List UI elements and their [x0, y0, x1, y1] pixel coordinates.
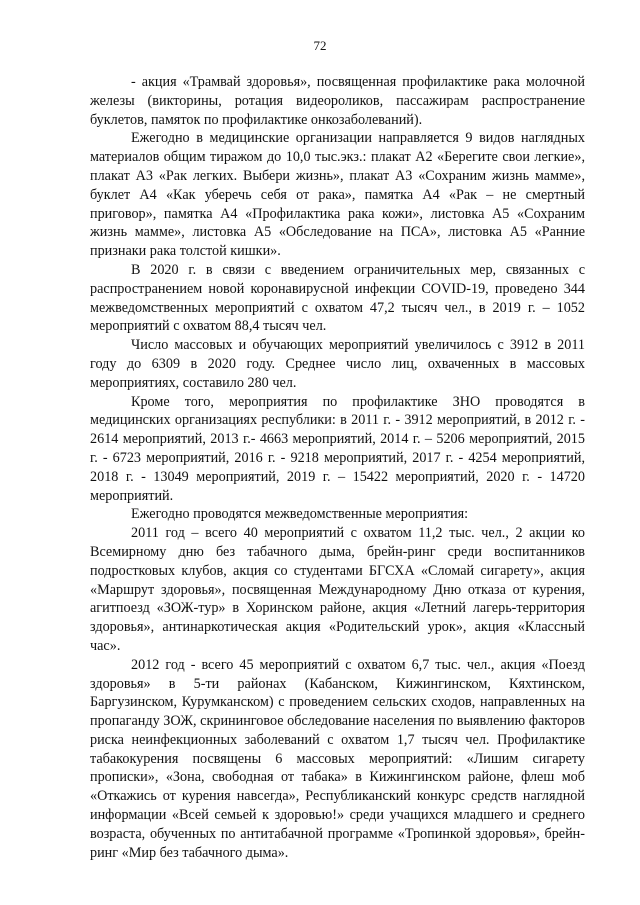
- paragraph-mass-events: Число массовых и обучающих мероприятий увеличилось с 3912 в 2011 году до 6309 в 2020 году. Среднее число лиц, охваченных в массовых мероприятиях, составило 280 чел.: [90, 337, 585, 391]
- paragraph-tram-action: - акция «Трамвай здоровья», посвященная профилактике рака молочной железы (викторины, ротация видеороликов, пассажирам распространение буклетов, памяток по профилактике онкозаболеваний).: [90, 74, 585, 128]
- paragraph-year-2011: 2011 год – всего 40 мероприятий с охватом 11,2 тыс. чел., 2 акции ко Всемирному дню без табачного дыма, брейн-ринг среди воспитанников подростковых клубов, акция со студентами БГСХА «Сломай сигарету», акция «Маршрут здоровья», посвященная Международному Дню отказа от курения, агитпоезд «ЗОЖ-тур» в Хоринском районе, акция «Летний лагерь-территория здоровья», антинаркотическая акция «Родительский урок», акция «Классный час».: [90, 525, 585, 654]
- paragraph-interagency-intro: Ежегодно проводятся межведомственные мероприятия:: [131, 506, 469, 523]
- paragraph-visual-materials: Ежегодно в медицинские организации направляется 9 видов наглядных материалов общим тиражом до 10,0 тыс.экз.: плакат А2 «Берегите свои легкие», плакат А3 «Рак легких. Выбери жизнь», плакат А3 «Сохраним жизнь мамме», буклет А4 «Как уберечь себя от рака», памятка А4 «Рак – не смертный приговор», памятка А4 «Профилактика рака кожи», листовка А5 «Сохраним жизнь мамме», листовка А5 «Обследование на ПСА», листовка А5 «Ранние признаки рака толстой кишки».: [90, 130, 585, 260]
- page-number: 72: [313, 38, 327, 53]
- paragraph-year-2012: 2012 год - всего 45 мероприятий с охватом 6,7 тыс. чел., акция «Поезд здоровья» в 5-ти районах (Кабанском, Кижингинском, Кяхтинском, Баргузинском, Курумканском) с проведением сельских сходов, направленных на пропаганду ЗОЖ, скрининговое обследование населения по выявлению факторов риска неинфекционных заболеваний с охватом 1,7 тысяч чел. Профилактике табакокурения посвящены 6 массовых мероприятий: «Лишим сигарету прописки», «Зона, свободная от табака» в Кижингинском районе, флеш моб «Откажись от курения навсегда», Республиканский конкурс средств наглядной информации «Всей семьей к здоровью!» среди учащихся младшего и среднего возраста, обученных по антитабачной программе «Тропинкой здоровья», брейн-ринг «Мир без табачного дыма».: [90, 656, 585, 861]
- paragraph-zno-prevention: Кроме того, мероприятия по профилактике ЗНО проводятся в медицинских организациях республики: в 2011 г. - 3912 мероприятий, в 2012 г. - 2614 мероприятий, 2013 г.- 4663 мероприятий, 2014 г. – 5206 мероприятий, 2015 г. - 6723 мероприятий, 2016 г. - 9218 мероприятий, 2017 г. - 4254 мероприятий, 2018 г. - 13049 мероприятий, 2019 г. – 15422 мероприятий, 2020 г. - 14720 мероприятий.: [90, 393, 585, 504]
- paragraph-covid-2020: В 2020 г. в связи с введением ограничительных мер, связанных с распространением новой коронавирусной инфекции COVID-19, проведено 344 межведомственных мероприятий с охватом 47,2 тысяч чел., в 2019 г. – 1052 мероприятий с охватом 88,4 тысяч чел.: [90, 261, 585, 335]
- body-text: [90, 73, 585, 862]
